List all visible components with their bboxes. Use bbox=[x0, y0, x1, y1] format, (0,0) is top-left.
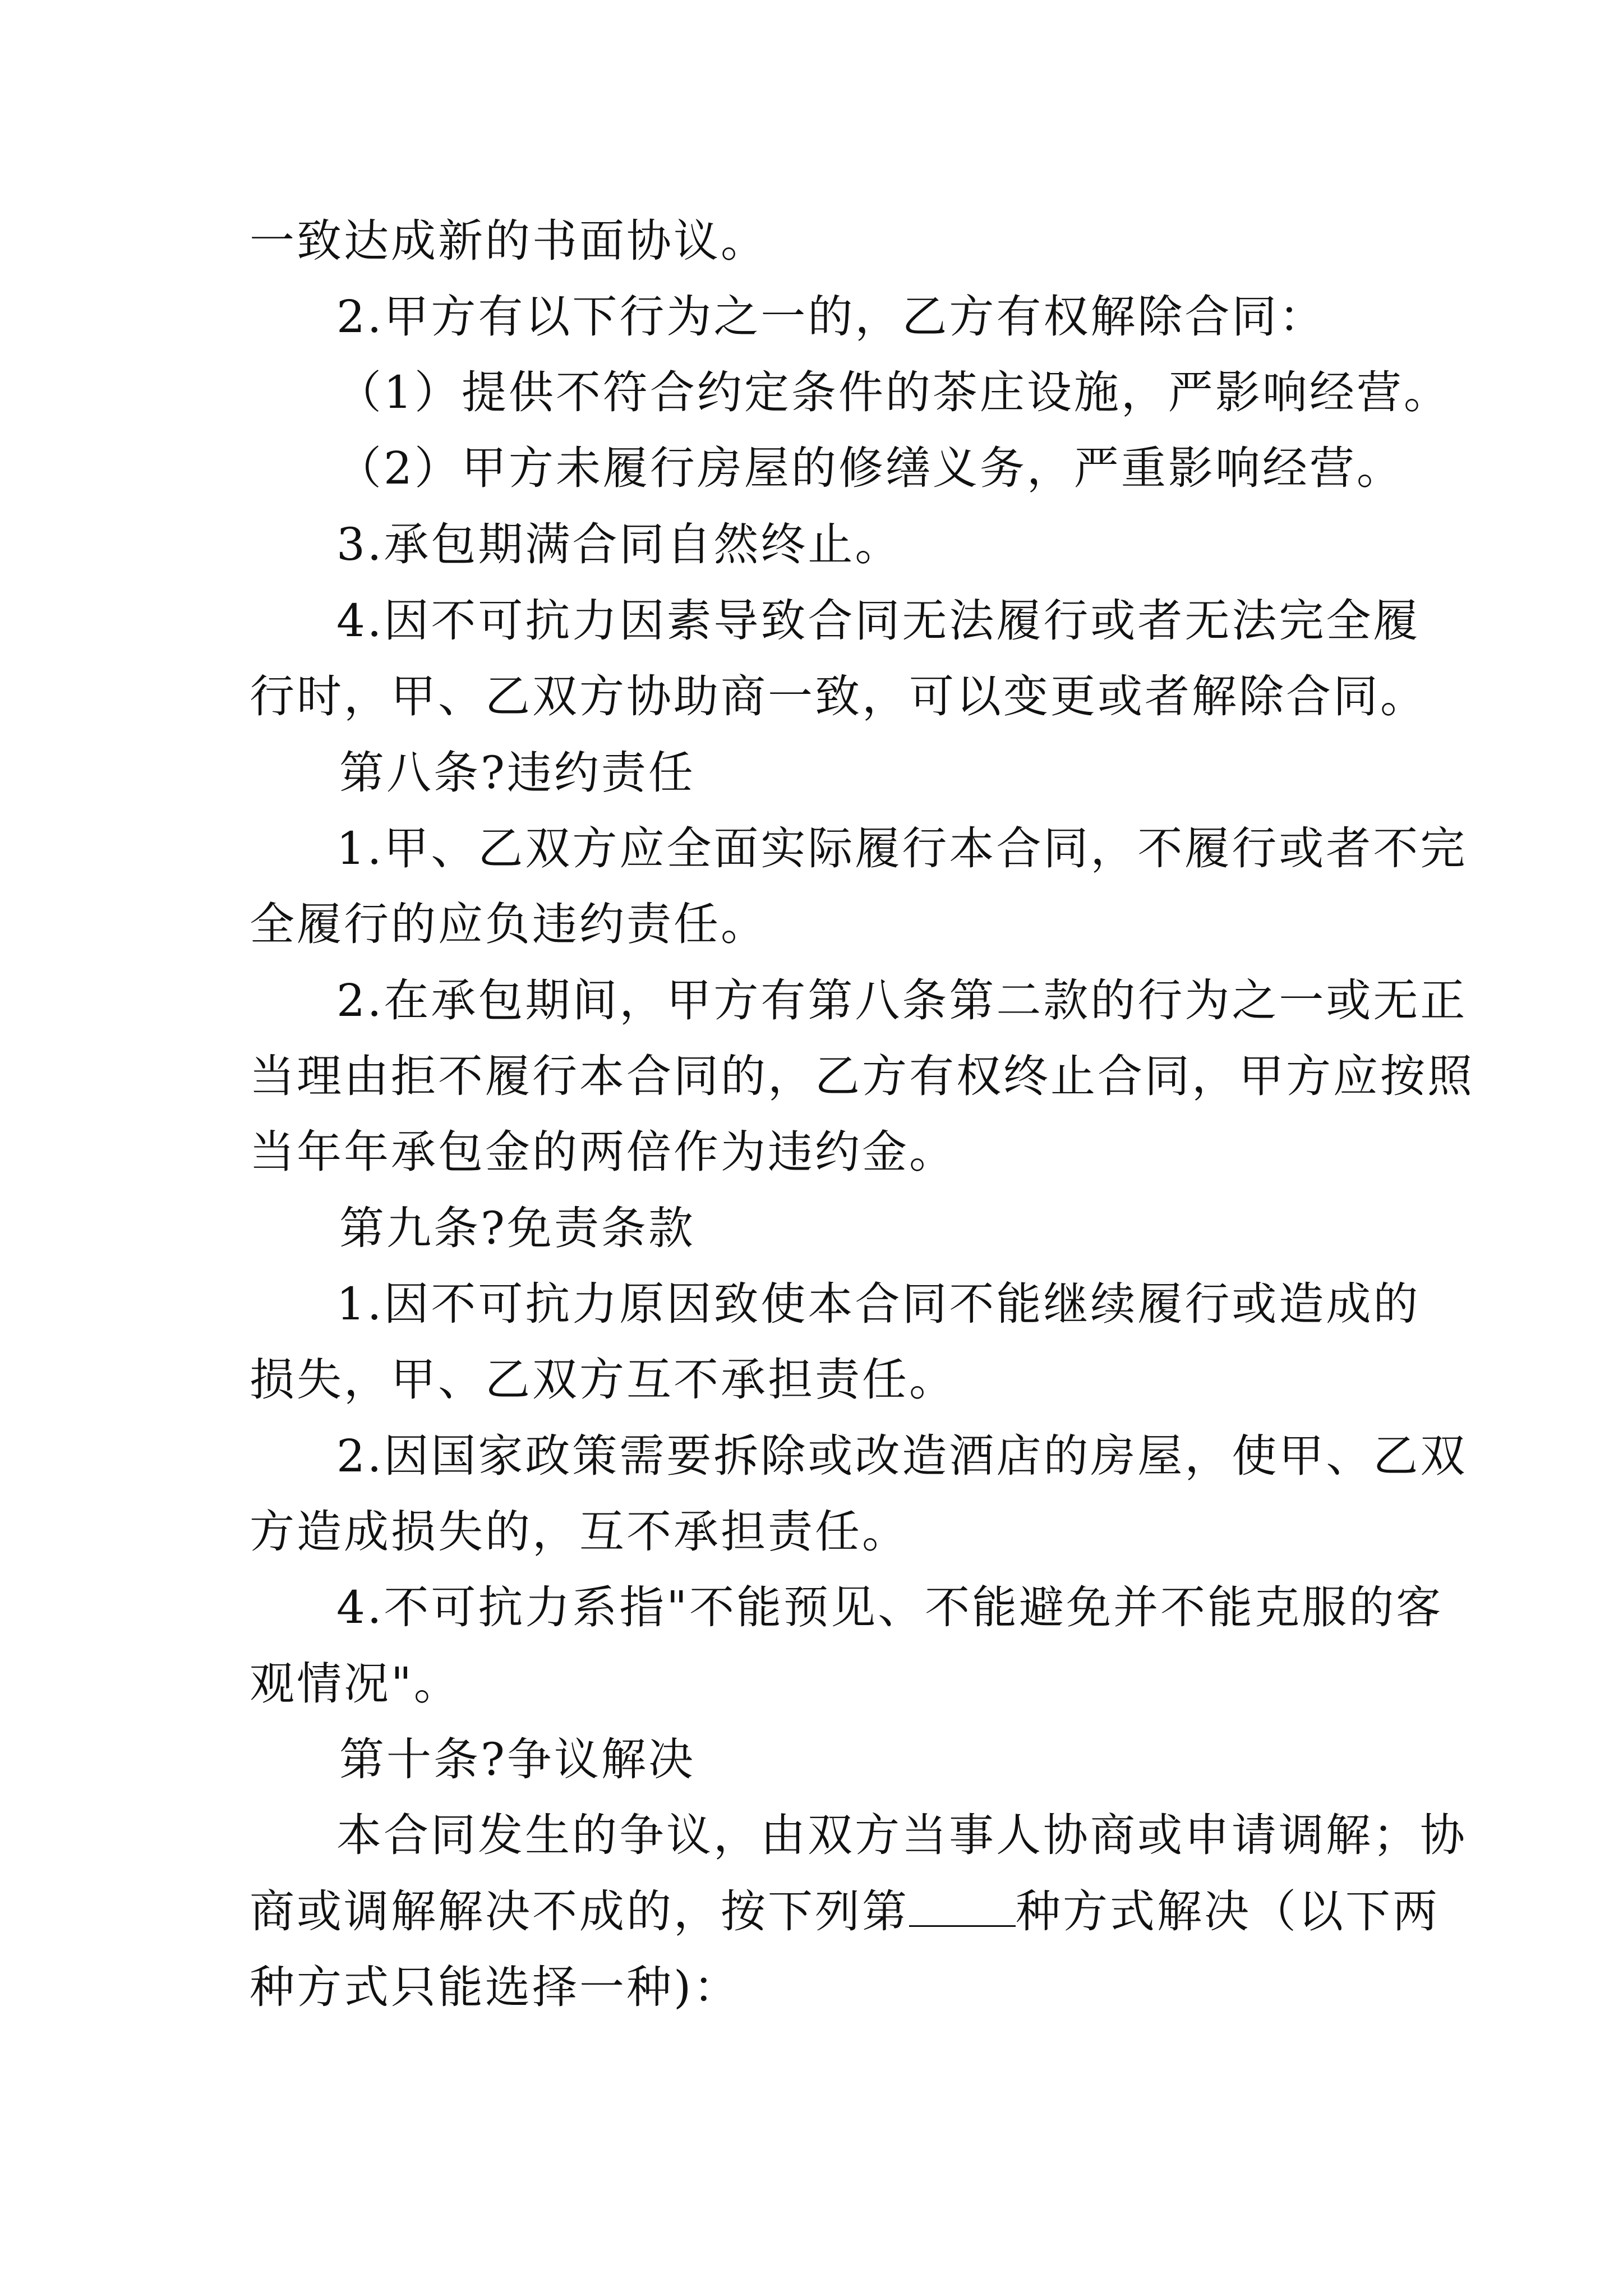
text-line: 方造成损失的，互不承担责任。 bbox=[250, 1506, 909, 1558]
text-line: （1）提供不符合约定条件的茶庄设施，严影响经营。 bbox=[336, 366, 1451, 418]
text-line: 4.因不可抗力因素导致合同无法履行或者无法完全履 bbox=[336, 595, 1421, 647]
text-line: 一致达成新的书面协议。 bbox=[250, 215, 768, 267]
section-heading: 第九条?免责条款 bbox=[339, 1202, 695, 1254]
text-line: 当理由拒不履行本合同的，乙方有权终止合同，甲方应按照 bbox=[250, 1050, 1474, 1102]
text-line: 行时，甲、乙双方协助商一致，可以变更或者解除合同。 bbox=[250, 670, 1427, 723]
text-segment: 商或调解解决不成的，按下列第 bbox=[250, 1885, 909, 1938]
text-line: 2.在承包期间，甲方有第八条第二款的行为之一或无正 bbox=[336, 974, 1468, 1027]
text-segment: 种方式解决（以下两 bbox=[1016, 1885, 1440, 1938]
text-line bbox=[250, 1881, 1440, 1943]
text-line: （2）甲方未履行房屋的修缮义务，严重影响经营。 bbox=[336, 442, 1404, 494]
text-line: 全履行的应负违约责任。 bbox=[250, 898, 768, 950]
section-heading: 第十条?争议解决 bbox=[339, 1733, 695, 1786]
text-line: 2.甲方有以下行为之一的，乙方有权解除合同： bbox=[336, 291, 1326, 343]
text-line: 本合同发生的争议，由双方当事人协商或申请调解；协 bbox=[336, 1809, 1467, 1861]
text-line: 3.承包期满合同自然终止。 bbox=[336, 518, 902, 570]
text-line: 1.因不可抗力原因致使本合同不能继续履行或造成的 bbox=[336, 1278, 1421, 1330]
section-heading: 第八条?违约责任 bbox=[339, 747, 695, 799]
text-line: 2.因国家政策需要拆除或改造酒店的房屋，使甲、乙双 bbox=[336, 1430, 1468, 1482]
text-line: 损失，甲、乙双方互不承担责任。 bbox=[250, 1354, 956, 1406]
text-line: 1.甲、乙双方应全面实际履行本合同，不履行或者不完 bbox=[336, 822, 1468, 875]
text-line: 4.不可抗力系指"不能预见、不能避免并不能克服的客 bbox=[336, 1581, 1444, 1634]
text-line: 当年年承包金的两倍作为违约金。 bbox=[250, 1126, 956, 1178]
text-line: 种方式只能选择一种)： bbox=[250, 1961, 741, 2013]
text-line: 观情况"。 bbox=[250, 1658, 461, 1710]
fill-in-blank bbox=[909, 1886, 1016, 1927]
